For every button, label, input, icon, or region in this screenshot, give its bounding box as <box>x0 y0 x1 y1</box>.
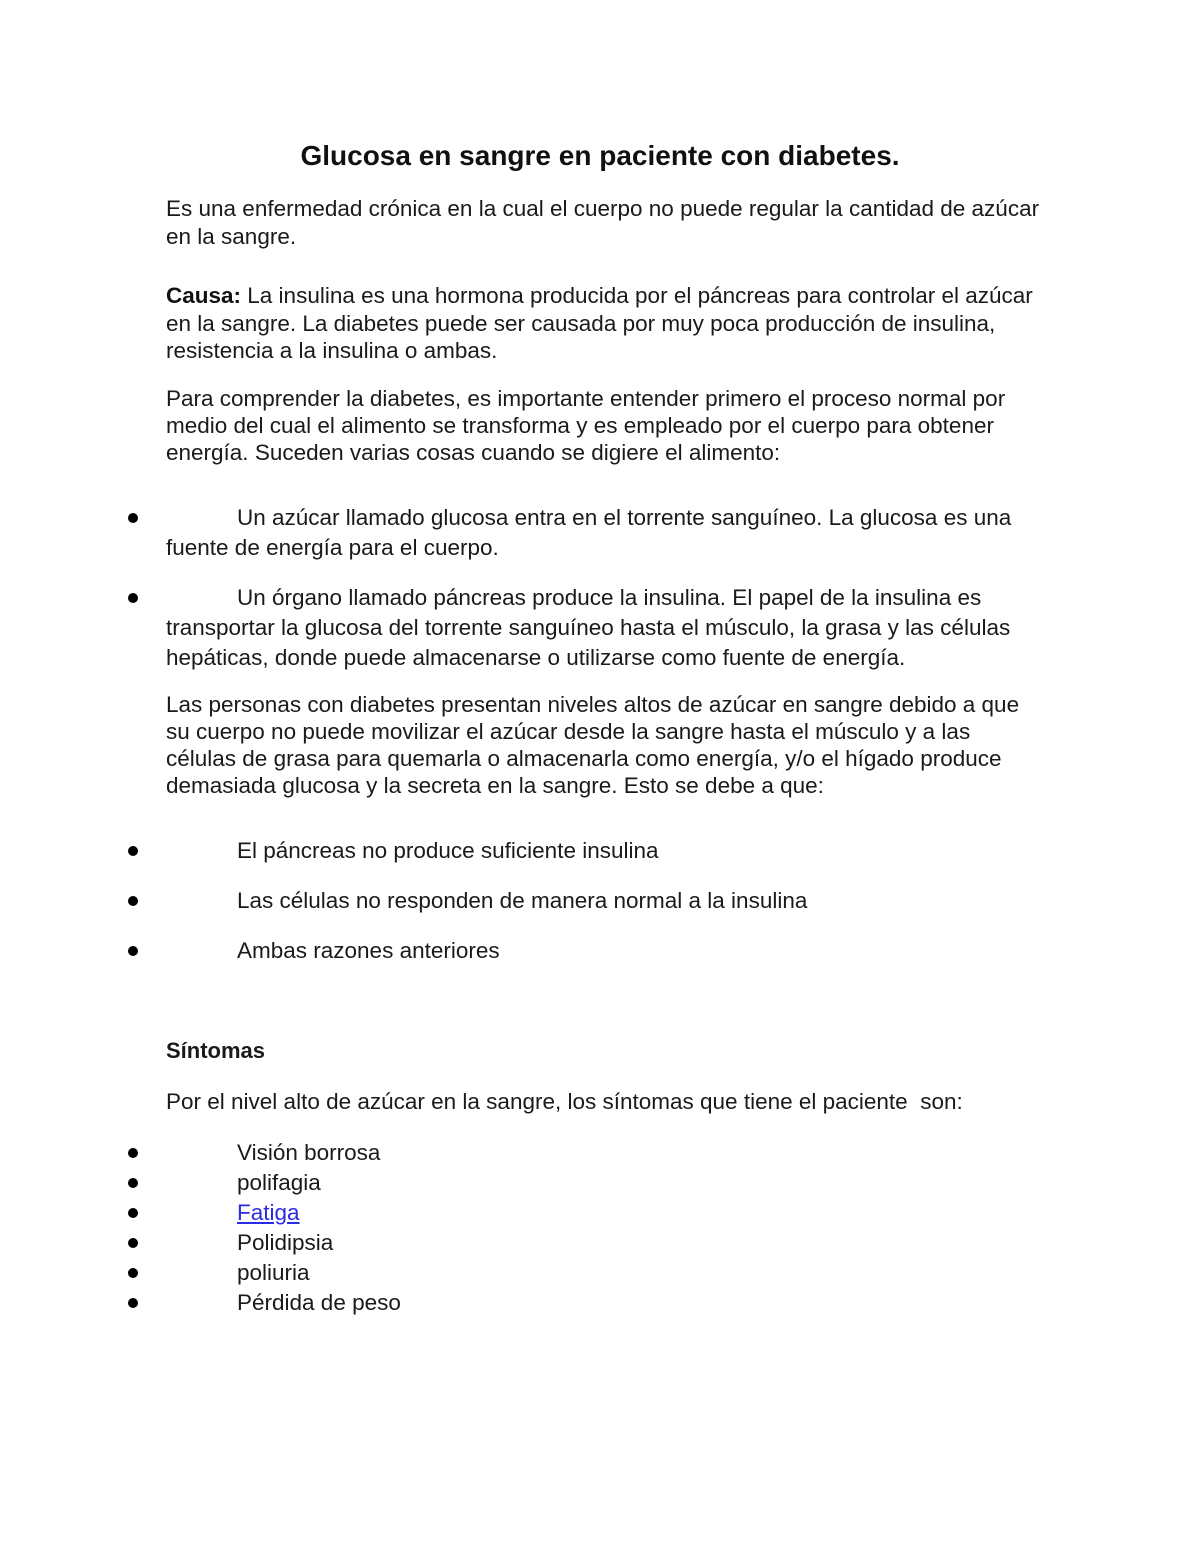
list-item-text <box>237 1198 300 1228</box>
causa-label: Causa: <box>166 283 242 308</box>
bullet-icon <box>128 846 138 856</box>
bullet-icon <box>128 593 138 603</box>
list-item-text: poliuria <box>237 1260 310 1285</box>
bullet-icon <box>128 1298 138 1308</box>
bullet-icon <box>128 513 138 523</box>
list-item-text: El páncreas no produce suficiente insulina <box>237 838 659 863</box>
list-item-text: Visión borrosa <box>237 1140 381 1165</box>
sintomas-heading: Síntomas <box>166 1038 266 1063</box>
causa-text: La insulina es una hormona producida por el páncreas para controlar el azúcar en la sangre. La diabetes puede ser causada por muy poca producción de insulina, resistencia a la insulina o ambas. <box>166 283 1033 363</box>
list-item-text: Un órgano llamado páncreas produce la insulina. El papel de la insulina es transportar la glucosa del torrente sanguíneo hasta el músculo, la grasa y las células hepáticas, donde puede almacenarse o utilizarse como fuente de energía. <box>166 585 1011 670</box>
bullet-icon <box>128 1148 138 1158</box>
causa-paragraph <box>166 282 1046 365</box>
bullet-icon <box>128 896 138 906</box>
list-item-text: Pérdida de peso <box>237 1290 401 1315</box>
list-item-text: Polidipsia <box>237 1230 334 1255</box>
list-item-text: Un azúcar llamado glucosa entra en el torrente sanguíneo. La glucosa es una fuente de energía para el cuerpo. <box>166 505 1012 560</box>
proceso-paragraph: Para comprender la diabetes, es importante entender primero el proceso normal por medio del cual el alimento se transforma y es empleado por el cuerpo para obtener energía. Suceden varias cosas cuando se digiere el alimento: <box>166 386 1006 465</box>
bullet-icon <box>128 1238 138 1248</box>
document-title: Glucosa en sangre en paciente con diabetes. <box>300 140 900 171</box>
bullet-icon <box>128 1208 138 1218</box>
intro-paragraph: Es una enfermedad crónica en la cual el cuerpo no puede regular la cantidad de azúcar en la sangre. <box>166 196 1040 249</box>
list-item-text: Ambas razones anteriores <box>237 938 500 963</box>
personas-paragraph: Las personas con diabetes presentan niveles altos de azúcar en sangre debido a que su cuerpo no puede movilizar el azúcar desde la sangre hasta el músculo y a las células de grasa para quemarla o almacenarla como energía, y/o el hígado produce demasiada glucosa y la secreta en la sangre. Esto se debe a que: <box>166 692 1020 798</box>
list-item-text: Las células no responden de manera normal a la insulina <box>237 888 808 913</box>
bullet-icon <box>128 1268 138 1278</box>
sintomas-intro: Por el nivel alto de azúcar en la sangre, los síntomas que tiene el paciente son: <box>166 1089 963 1114</box>
list-item-text: polifagia <box>237 1170 321 1195</box>
bullet-icon <box>128 1178 138 1188</box>
fatiga-link[interactable]: Fatiga <box>237 1200 300 1225</box>
bullet-icon <box>128 946 138 956</box>
